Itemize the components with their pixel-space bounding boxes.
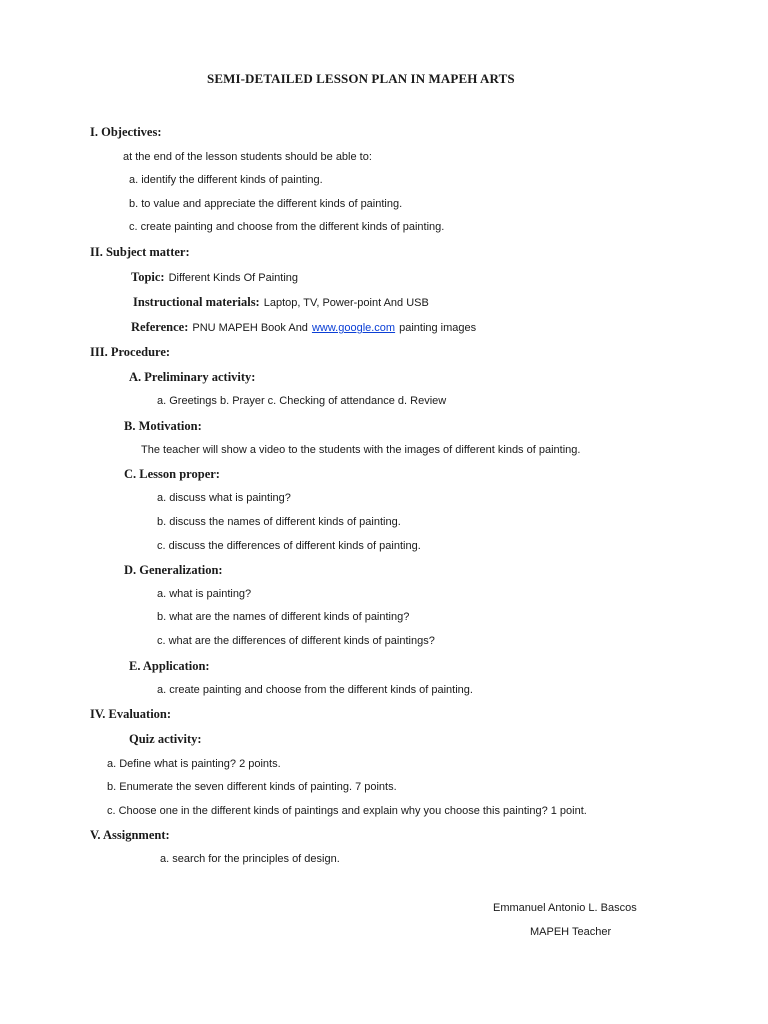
- assignment-heading: V. Assignment:: [90, 828, 170, 842]
- teacher-role: MAPEH Teacher: [530, 926, 612, 938]
- quiz-item: a. Define what is painting? 2 points.: [107, 758, 281, 770]
- motivation-heading: B. Motivation:: [124, 419, 202, 433]
- reference-prefix: PNU MAPEH Book And: [192, 322, 308, 334]
- quiz-item: c. Choose one in the different kinds of paintings and explain why you choose this painting? 1 point.: [107, 805, 587, 817]
- document-title: SEMI-DETAILED LESSON PLAN IN MAPEH ARTS: [207, 71, 515, 86]
- lesson-proper-heading: C. Lesson proper:: [124, 467, 220, 481]
- lesson-proper-item: b. discuss the names of different kinds of painting.: [157, 516, 401, 528]
- quiz-item: b. Enumerate the seven different kinds of painting. 7 points.: [107, 781, 397, 793]
- teacher-name: Emmanuel Antonio L. Bascos: [493, 902, 637, 914]
- generalization-item: c. what are the differences of different kinds of paintings?: [157, 635, 435, 647]
- topic-label: Topic:: [131, 270, 165, 284]
- generalization-heading: D. Generalization:: [124, 563, 223, 577]
- subject-matter-heading: II. Subject matter:: [90, 245, 190, 259]
- objective-item: c. create painting and choose from the different kinds of painting.: [129, 221, 445, 233]
- reference-line: [131, 320, 476, 335]
- reference-link[interactable]: www.google.com: [311, 322, 396, 334]
- application-text: a. create painting and choose from the different kinds of painting.: [157, 684, 473, 696]
- assignment-text: a. search for the principles of design.: [160, 853, 340, 865]
- materials-line: [133, 295, 429, 310]
- objectives-intro: at the end of the lesson students should be able to:: [123, 151, 372, 163]
- application-heading: E. Application:: [129, 659, 210, 673]
- materials-label: Instructional materials:: [133, 295, 260, 309]
- topic-line: [131, 270, 298, 285]
- preliminary-text: a. Greetings b. Prayer c. Checking of attendance d. Review: [157, 395, 447, 407]
- evaluation-heading: IV. Evaluation:: [90, 707, 172, 721]
- procedure-heading: III. Procedure:: [90, 345, 171, 359]
- generalization-item: a. what is painting?: [157, 588, 252, 600]
- motivation-text: The teacher will show a video to the students with the images of different kinds of painting.: [141, 444, 581, 456]
- objective-item: b. to value and appreciate the different kinds of painting.: [129, 198, 403, 210]
- lesson-proper-item: c. discuss the differences of different kinds of painting.: [157, 540, 421, 552]
- preliminary-heading: A. Preliminary activity:: [129, 370, 256, 384]
- reference-label: Reference:: [131, 320, 189, 334]
- objective-item: a. identify the different kinds of painting.: [129, 174, 323, 186]
- reference-suffix: painting images: [399, 322, 477, 334]
- objectives-heading: I. Objectives:: [90, 125, 162, 139]
- generalization-item: b. what are the names of different kinds of painting?: [157, 611, 410, 623]
- lesson-proper-item: a. discuss what is painting?: [157, 492, 291, 504]
- quiz-heading: Quiz activity:: [129, 732, 202, 746]
- materials-value: Laptop, TV, Power-point And USB: [263, 297, 429, 309]
- topic-value: Different Kinds Of Painting: [168, 272, 298, 284]
